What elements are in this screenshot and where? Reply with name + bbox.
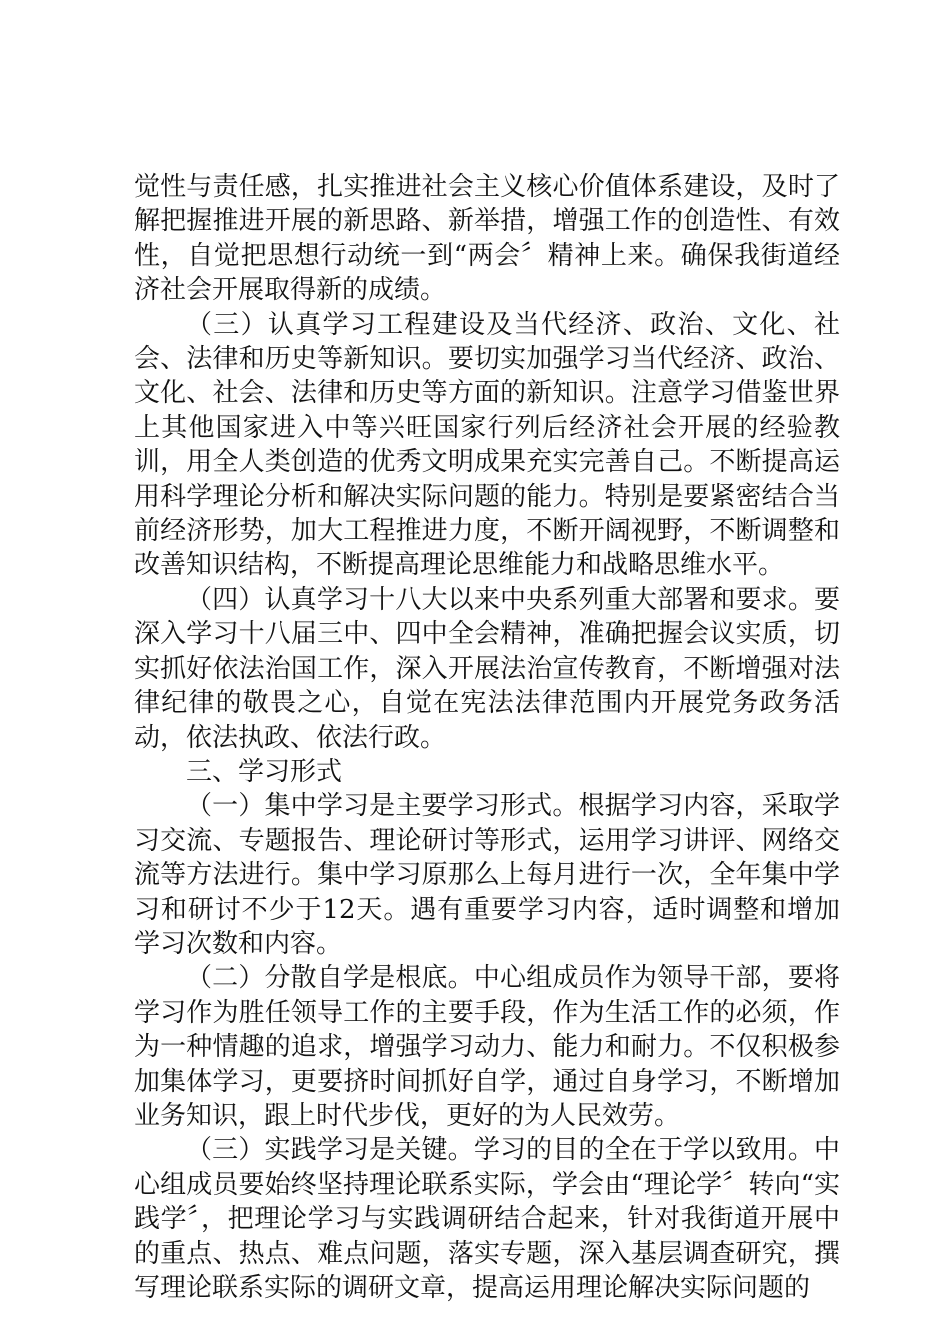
document-body: [134, 170, 840, 1305]
section-heading-study-forms: 三、学习形式: [186, 756, 343, 787]
paragraph-centralized-study: （一）集中学习是主要学习形式。根据学习内容，采取学习交流、专题报告、理论研讨等形式，运用学习讲评、网络交流等方法进行。集中学习原那么上每月进行一次，全年集中学习和研讨不少于12天。遇有重要学习内容，适时调整和增加学习次数和内容。: [134, 791, 840, 959]
paragraph-study-central-deployments: （四）认真学习十八大以来中央系列重大部署和要求。要深入学习十八届三中、四中全会精神，准确把握会议实质，切实抓好依法治国工作，深入开展法治宣传教育，不断增强对法律纪律的敬畏之心，自觉在宪法法律范围内开展党务政务活动，依法执政、依法行政。: [134, 584, 840, 753]
paragraph-self-study: （二）分散自学是根底。中心组成员作为领导干部，要将学习作为胜任领导工作的主要手段，作为生活工作的必须，作为一种情趣的追求，增强学习动力、能力和耐力。不仅积极参加集体学习，更要挤时间抓好自学，通过自身学习，不断增加业务知识，跟上时代步伐，更好的为人民效劳。: [134, 963, 840, 1131]
paragraph-study-new-knowledge: （三）认真学习工程建设及当代经济、政治、文化、社会、法律和历史等新知识。要切实加强学习当代经济、政治、文化、社会、法律和历史等方面的新知识。注意学习借鉴世界上其他国家进入中等兴旺国家行列后经济社会开展的经验教训，用全人类创造的优秀文明成果充实完善自己。不断提高运用科学理论分析和解决实际问题的能力。特别是要紧密结合当前经济形势，加大工程推进力度，不断开阔视野，不断调整和改善知识结构，不断提高理论思维能力和战略思维水平。: [134, 309, 840, 581]
paragraph-continuation: 觉性与责任感，扎实推进社会主义核心价值体系建设，及时了解把握推进开展的新思路、新举措，增强工作的创造性、有效性，自觉把思想行动统一到“两会〞精神上来。确保我街道经济社会开展取得新的成绩。: [134, 172, 840, 306]
paragraph-practical-study: （三）实践学习是关键。学习的目的全在于学以致用。中心组成员要始终坚持理论联系实际，学会由“理论学〞转向“实践学〞，把理论学习与实践调研结合起来，针对我街道开展中的重点、热点、难点问题，落实专题，深入基层调查研究，撰写理论联系实际的调研文章，提高运用理论解决实际问题的: [134, 1135, 840, 1303]
